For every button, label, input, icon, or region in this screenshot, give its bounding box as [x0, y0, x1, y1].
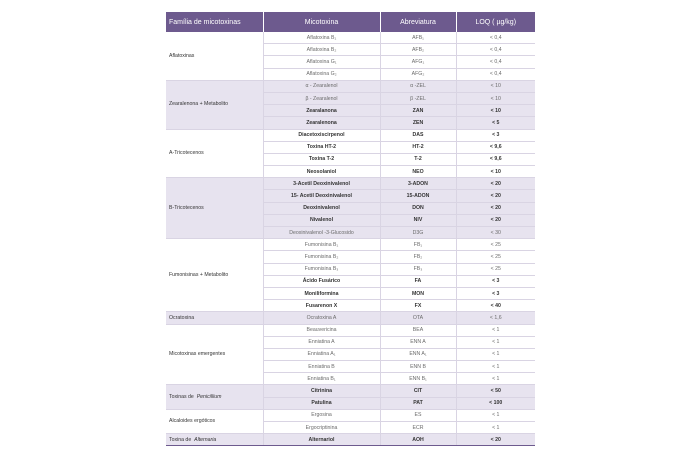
table-row: [166, 32, 535, 44]
abbreviation-cell: HT-2: [380, 141, 456, 153]
loq-cell: < 30: [456, 227, 535, 239]
loq-cell: < 9,6: [456, 141, 535, 153]
loq-cell: < 10: [456, 166, 535, 178]
table-row: [166, 324, 535, 336]
abbreviation-cell: CIT: [380, 385, 456, 397]
abbreviation-cell: ECR: [380, 422, 456, 434]
abbreviation-cell: DON: [380, 202, 456, 214]
mycotoxin-cell: Toxina T-2: [263, 153, 380, 165]
mycotoxin-cell: Moniliformina: [263, 287, 380, 299]
loq-cell: < 0,4: [456, 44, 535, 56]
loq-cell: < 20: [456, 178, 535, 190]
abbreviation-cell: α -ZEL: [380, 80, 456, 92]
loq-cell: < 1: [456, 324, 535, 336]
mycotoxin-cell: Ácido Fusárico: [263, 275, 380, 287]
loq-cell: < 9,6: [456, 153, 535, 165]
loq-cell: < 50: [456, 385, 535, 397]
table-row: [166, 434, 535, 446]
family-cell: Fumonisinas + Metabolito: [166, 239, 263, 312]
mycotoxin-cell: Diacetoxiscirpenol: [263, 129, 380, 141]
mycotoxin-cell: α - Zearalenol: [263, 80, 380, 92]
loq-cell: < 0,4: [456, 56, 535, 68]
loq-cell: < 5: [456, 117, 535, 129]
family-prefix: Toxinas de: [169, 393, 194, 400]
abbreviation-cell: ENN A₁: [380, 348, 456, 360]
loq-cell: < 3: [456, 287, 535, 299]
loq-cell: < 25: [456, 251, 535, 263]
mycotoxin-cell: Ocratoxina A: [263, 312, 380, 324]
abbreviation-cell: T-2: [380, 153, 456, 165]
loq-cell: < 1: [456, 336, 535, 348]
abbreviation-cell: 3-ADON: [380, 178, 456, 190]
loq-cell: < 20: [456, 202, 535, 214]
table-row: [166, 178, 535, 190]
mycotoxin-cell: Nivalenol: [263, 214, 380, 226]
abbreviation-cell: AFG₁: [380, 56, 456, 68]
loq-cell: < 1,6: [456, 312, 535, 324]
abbreviation-cell: AFG₂: [380, 68, 456, 80]
family-cell: B-Tricotecenos: [166, 178, 263, 239]
mycotoxin-cell: Citrinina: [263, 385, 380, 397]
family-genus: Alternaria: [194, 436, 217, 443]
mycotoxin-cell: Deoxinivalenol -3-Glucosido: [263, 227, 380, 239]
abbreviation-cell: ZAN: [380, 105, 456, 117]
abbreviation-cell: ZEN: [380, 117, 456, 129]
table-row: [166, 80, 535, 92]
abbreviation-cell: β -ZEL: [380, 92, 456, 104]
table-row: [166, 239, 535, 251]
family-cell: Alcaloides ergóticos: [166, 409, 263, 433]
mycotoxin-cell: Fumonisina B₂: [263, 251, 380, 263]
abbreviation-cell: AFB₂: [380, 44, 456, 56]
mycotoxin-cell: β - Zearalenol: [263, 92, 380, 104]
abbreviation-cell: NEO: [380, 166, 456, 178]
loq-cell: < 100: [456, 397, 535, 409]
loq-cell: < 3: [456, 275, 535, 287]
table-body: [166, 32, 535, 446]
mycotoxin-cell: Aflatoxina B₂: [263, 44, 380, 56]
abbreviation-cell: FB₁: [380, 239, 456, 251]
family-cell: [166, 434, 263, 446]
mycotoxin-cell: Zearalenona: [263, 117, 380, 129]
abbreviation-cell: ES: [380, 409, 456, 421]
family-prefix: Toxina de: [169, 436, 192, 443]
mycotoxin-cell: Fumonisina B₃: [263, 263, 380, 275]
loq-cell: < 10: [456, 80, 535, 92]
mycotoxin-cell: Aflatoxina G₂: [263, 68, 380, 80]
loq-cell: < 10: [456, 92, 535, 104]
mycotoxin-cell: Enniatina A: [263, 336, 380, 348]
mycotoxin-cell: Alternariol: [263, 434, 380, 446]
family-cell: Ocratoxina: [166, 312, 263, 324]
abbreviation-cell: FB₂: [380, 251, 456, 263]
table-row: [166, 385, 535, 397]
mycotoxin-cell: Enniatina A₁: [263, 348, 380, 360]
mycotoxin-cell: 3-Acetil Deoxinivalenol: [263, 178, 380, 190]
loq-cell: < 10: [456, 105, 535, 117]
abbreviation-cell: FX: [380, 300, 456, 312]
mycotoxin-cell: Aflatoxina G₁: [263, 56, 380, 68]
abbreviation-cell: BEA: [380, 324, 456, 336]
loq-cell: < 0,4: [456, 68, 535, 80]
abbreviation-cell: FB₃: [380, 263, 456, 275]
loq-cell: < 20: [456, 434, 535, 446]
mycotoxin-cell: Fusarenon X: [263, 300, 380, 312]
loq-cell: < 20: [456, 190, 535, 202]
mycotoxin-cell: Fumonisina B₁: [263, 239, 380, 251]
mycotoxin-table-container: [166, 12, 535, 446]
header-abbreviation: Abreviatura: [380, 12, 456, 32]
mycotoxin-cell: 15- Acetil Deoxinivalenol: [263, 190, 380, 202]
loq-cell: < 1: [456, 409, 535, 421]
mycotoxin-cell: Toxina HT-2: [263, 141, 380, 153]
abbreviation-cell: NIV: [380, 214, 456, 226]
abbreviation-cell: MON: [380, 287, 456, 299]
loq-cell: < 25: [456, 239, 535, 251]
table-row: [166, 312, 535, 324]
header-loq: LOQ ( µg/kg): [456, 12, 535, 32]
loq-cell: < 0,4: [456, 32, 535, 44]
mycotoxin-cell: Beauvericina: [263, 324, 380, 336]
family-cell: Zearalenona + Metabolito: [166, 80, 263, 129]
mycotoxin-cell: Deoxinivalenol: [263, 202, 380, 214]
abbreviation-cell: ENN B₁: [380, 373, 456, 385]
table-header: [166, 12, 535, 32]
abbreviation-cell: AFB₁: [380, 32, 456, 44]
loq-cell: < 1: [456, 373, 535, 385]
family-cell: A-Tricotecenos: [166, 129, 263, 178]
table-row: [166, 409, 535, 421]
loq-cell: < 40: [456, 300, 535, 312]
abbreviation-cell: ENN B: [380, 361, 456, 373]
mycotoxin-table: [166, 12, 535, 446]
abbreviation-cell: OTA: [380, 312, 456, 324]
mycotoxin-cell: Ergocriptinina: [263, 422, 380, 434]
abbreviation-cell: D3G: [380, 227, 456, 239]
loq-cell: < 20: [456, 214, 535, 226]
loq-cell: < 1: [456, 361, 535, 373]
family-cell: [166, 385, 263, 409]
abbreviation-cell: DAS: [380, 129, 456, 141]
abbreviation-cell: 15-ADON: [380, 190, 456, 202]
loq-cell: < 25: [456, 263, 535, 275]
loq-cell: < 3: [456, 129, 535, 141]
mycotoxin-cell: Patulina: [263, 397, 380, 409]
loq-cell: < 1: [456, 348, 535, 360]
family-cell: Micotoxinas emergentes: [166, 324, 263, 385]
loq-cell: < 1: [456, 422, 535, 434]
abbreviation-cell: ENN A: [380, 336, 456, 348]
mycotoxin-cell: Neosolaniol: [263, 166, 380, 178]
mycotoxin-cell: Enniatina B: [263, 361, 380, 373]
header-mycotoxin: Micotoxina: [263, 12, 380, 32]
family-cell: Aflatoxinas: [166, 32, 263, 80]
abbreviation-cell: PAT: [380, 397, 456, 409]
family-genus: Penicillium: [196, 393, 222, 400]
abbreviation-cell: FA: [380, 275, 456, 287]
mycotoxin-cell: Enniatina B₁: [263, 373, 380, 385]
abbreviation-cell: AOH: [380, 434, 456, 446]
mycotoxin-cell: Aflatoxina B₁: [263, 32, 380, 44]
header-family: Família de micotoxinas: [166, 12, 263, 32]
table-row: [166, 129, 535, 141]
mycotoxin-cell: Zearalanona: [263, 105, 380, 117]
mycotoxin-cell: Ergosina: [263, 409, 380, 421]
